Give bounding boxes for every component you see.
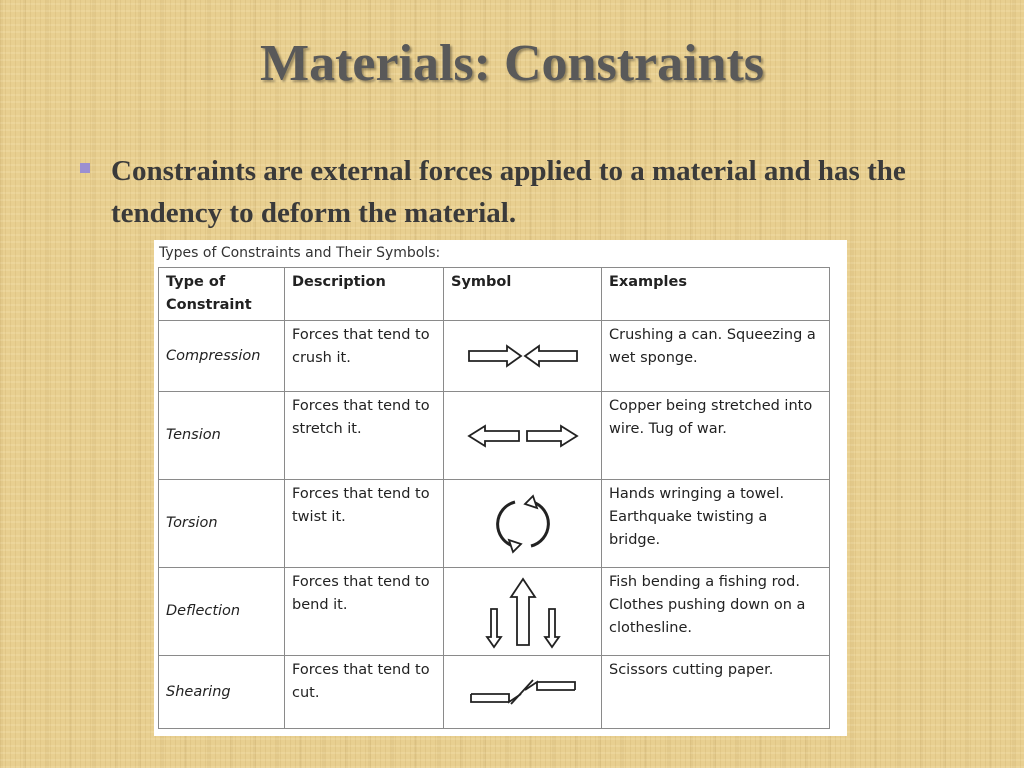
deflection-arrows-icon [473,575,573,649]
constraint-description: Forces that tend to cut. [285,656,444,729]
slide-title: Materials: Constraints [259,35,765,92]
constraint-examples: Hands wringing a towel. Earthquake twisting a bridge. [602,480,830,568]
header-examples: Examples [602,268,830,321]
constraint-symbol [444,568,602,656]
constraint-symbol [444,480,602,568]
constraints-figure [154,240,847,736]
shearing-arrows-icon [463,674,583,710]
constraint-symbol [444,392,602,480]
table-row [159,568,830,656]
table-row [159,656,830,729]
constraint-description: Forces that tend to bend it. [285,568,444,656]
constraint-symbol [444,656,602,729]
constraint-type: Torsion [159,480,285,568]
constraint-description: Forces that tend to stretch it. [285,392,444,480]
constraint-description: Forces that tend to twist it. [285,480,444,568]
bullet-square-icon [80,163,90,173]
table-row [159,480,830,568]
constraint-examples: Crushing a can. Squeezing a wet sponge. [602,321,830,392]
torsion-circular-arrows-icon [491,492,555,556]
constraint-type: Deflection [159,568,285,656]
table-header-row [159,268,830,321]
constraint-examples: Scissors cutting paper. [602,656,830,729]
constraint-examples: Copper being stretched into wire. Tug of war. [602,392,830,480]
table-row [159,392,830,480]
constraint-type: Shearing [159,656,285,729]
header-symbol: Symbol [444,268,602,321]
constraint-description: Forces that tend to crush it. [285,321,444,392]
bullet-text: Constraints are external forces applied to a material and has the tendency to deform the material. [111,155,906,229]
bullet-point [80,150,940,234]
constraint-examples: Fish bending a fishing rod. Clothes pushing down on a clothesline. [602,568,830,656]
figure-caption: Types of Constraints and Their Symbols: [159,245,441,261]
constraint-type: Compression [159,321,285,392]
compression-arrows-icon [463,341,583,371]
header-type: Type of Constraint [159,268,285,321]
constraint-type: Tension [159,392,285,480]
constraints-table [158,267,830,729]
table-row [159,321,830,392]
tension-arrows-icon [463,421,583,451]
constraint-symbol [444,321,602,392]
header-description: Description [285,268,444,321]
